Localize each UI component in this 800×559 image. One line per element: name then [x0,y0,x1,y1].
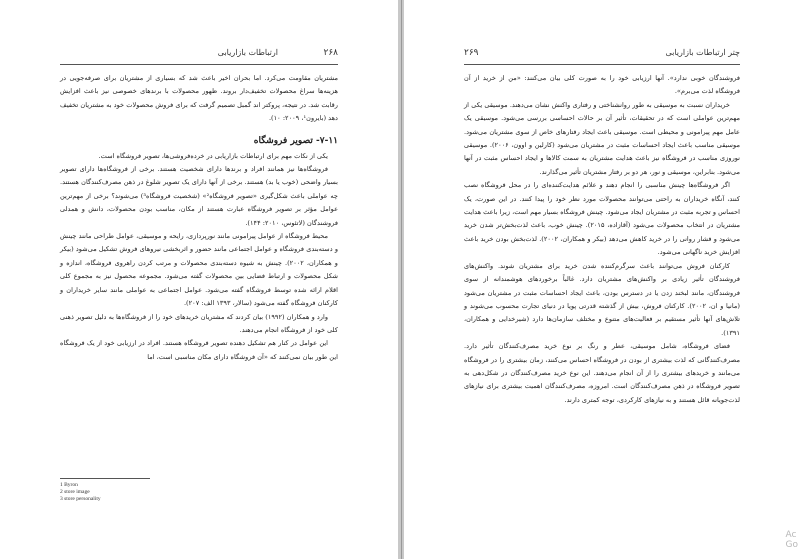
footnote: 2 store image [60,489,90,495]
right-header-rule [464,64,740,65]
paragraph: فروشندگان خوبی ندارد». آنها ارزیابی خود را به صورت کلی بیان می‌کنند: «من از خرید از آن فروشگاه لذت می‌برم». [464,74,740,96]
left-page-number: ۲۶۸ [323,48,338,58]
left-page-running-title: ارتباطات بازاریابی [217,48,278,57]
left-page-header [60,48,338,62]
footnote-rule [60,478,150,479]
left-page-body [60,72,338,364]
paragraph: فروشگاه‌ها نیز همانند افراد و برندها دارای شخصیت هستند. برخی از فروشگاه‌ها دارای تصویر بسیار واضحی (خوب یا بد) هستند. برخی از آنها دارای یک تصویر شلوغ در ذهن مصرف‌کنندگان هستند. چه عواملی باعث شکل‌گیری «تصویر فروشگاه²» (شخصیت فروشگاه³) می‌شوند؟ برخی از مهم‌ترین عوامل مؤثر بر تصویر فروشگاه عبارت هستند از مکان، مناسب بودن محصولات، دانش و همدلی فروشندگان (لاتئوس، ۲۰۱۰: ۱۴۴). [60,165,338,227]
right-page-number: ۲۶۹ [464,48,479,58]
left-header-rule [60,64,338,65]
right-page-body [464,72,740,407]
watermark-line: Ac [785,530,797,540]
paragraph: کارکنان فروش می‌توانند باعث سرگرم‌کننده شدن خرید برای مشتریان شوند. واکنش‌های فروشندگان تأثیر زیادی بر واکنش‌های مشتریان دارد. غالباً برخوردهای هوشمندانه از سوی فروشندگان، مانند لبخند زدن یا در دسترس بودن، باعث ایجاد احساسات مثبت در مشتریان می‌شود (مانیا و ان، ۲۰۰۲). کارکنان فروش، بیش از گذشته قدرتی پویا در دنیای تجارت محسوب می‌شوند و تلاش‌های آنها تأثیر مستقیم بر فعالیت‌های متنوع و مختلف سازمان‌ها دارد (شیرخدایی و همکاران، ۱۳۹۱). [464,261,740,337]
paragraph: مشتریان مقاومت می‌کرد. اما بحران اخیر باعث شد که بسیاری از مشتریان برای صرفه‌جویی در هزینه‌ها سراغ محصولات تخفیف‌دار بروند. ظهور محصولات با برندهای خصوصی نیز باعث افزایش رقابت شد. در نتیجه، پروکتر اند گمبل تصمیم گرفت که برای فروش محصولات خود به مشتریان تخفیف دهد (بایرون¹، ۲۰۰۹: ۱۰). [60,74,338,123]
right-page-header [464,48,740,62]
section-heading: ۷-۱۱- تصویر فروشگاه [253,135,338,146]
paragraph: خریداران نسبت به موسیقی به طور روانشناختی و رفتاری واکنش نشان می‌دهند. موسیقی یکی از مهم‌ترین عواملی است که در تحقیقات، تأثیر آن بر حالات احساسی بررسی می‌شود. موسیقی یک عامل مهم پیرامونی و محیطی است. موسیقی باعث ایجاد رفتارهای خاص از سوی مشتریان می‌شود. موسیقی مناسب باعث ایجاد احساسات مثبت در مشتریان می‌شود (کارلین و اوون، ۲۰۰۶). موسیقی نوروزی مناسب در فروشگاه نیز باعث هدایت مشتریان به سمت کالاها و ایجاد احساس مثبت در آنها می‌شود. بنابراین، موسیقی و نور، هر دو بر رفتار مشتریان تأثیر می‌گذارند. [464,100,740,176]
watermark-line: Go [785,540,798,550]
footnote: 3 store personality [60,496,101,502]
right-page-running-title: چتر ارتباطات بازاریابی [665,48,740,57]
left-page [0,0,398,559]
book-spine-line [401,0,402,559]
footnote: 1 Byron [60,482,78,488]
paragraph: اگر فروشگاه‌ها چینش مناسبی را انجام دهند و علائم هدایت‌کننده‌ای را در محل فروشگاه نصب کنند، آنگاه خریداران به راحتی می‌توانند محصولات مورد نظر خود را پیدا کنند. در این صورت، یک احساس و تجربه مثبت در مشتریان ایجاد می‌شود. چینش فروشگاه بسیار مهم است، زیرا باعث هدایت مشتریان در انتخاب محصولات می‌شود (آقازاده، ۲۰۱۵). چینش خوب، باعث لذت‌بخش‌تر شدن خرید می‌شود و فشار روانی را در خرید کاهش می‌دهد (بیکر و همکاران، ۲۰۰۲). لذت‌بخش بودن خرید باعث افزایش خرید ناگهانی می‌شود. [464,181,740,257]
paragraph: محیط فروشگاه از عوامل پیرامونی مانند نورپردازی، رایحه و موسیقی، عوامل طراحی مانند چینش و دسته‌بندی فروشگاه و عوامل اجتماعی مانند حضور و اثربخشی نیروهای فروش تشکیل می‌شود (بیکر و همکاران، ۲۰۰۲). چینش به شیوه دسته‌بندی محصولات و مرتب کردن راهروی فروشگاه، اندازه و شکل محصولات و ارتباط فضایی بین محصولات گفته می‌شود. مجموعه محصول نیز به مجموع کلی اقلام ارائه شده توسط فروشگاه گفته می‌شود. عوامل اجتماعی به عواملی مانند سایر خریداران و کارکنان فروشگاه گفته می‌شود (سالار، ۱۳۹۳ الف: ۲۰۷). [60,232,338,308]
paragraph: وارد و همکاران (۱۹۹۲) بیان کردند که مشتریان خریدهای خود را از فروشگاه‌ها به دلیل تصویر ذهنی کلی خود از فروشگاه انجام می‌دهند. [60,312,338,334]
activation-watermark [786,530,798,550]
paragraph: یکی از نکات مهم برای ارتباطات بازاریابی در خرده‌فروشی‌ها، تصویر فروشگاه است. [98,151,328,160]
footnotes [60,482,101,503]
right-page [404,0,800,559]
paragraph: فضای فروشگاه، شامل موسیقی، عطر و رنگ بر نوع خرید مصرف‌کنندگان تأثیر دارد. مصرف‌کنندگانی که لذت بیشتری از بودن در فروشگاه احساس می‌کنند، زمان بیشتری را در فروشگاه می‌مانند و خریدهای بیشتری را از آن انجام می‌دهند. این نوع خرید مصرف‌کنندگان در شکل‌دهی به تصویر فروشگاه در ذهن مصرف‌کنندگان است. امروزه، مصرف‌کنندگان اهمیت بیشتری برای نیازهای لذت‌جویانه قائل هستند و به نیازهای کارکردی، توجه کمتری دارند. [464,342,740,404]
paragraph: این عوامل در کنار هم تشکیل دهنده تصویر فروشگاه هستند. افراد در ارزیابی خود از یک فروشگاه این طور بیان نمی‌کنند که «آن فروشگاه دارای مکان مناسبی است، اما [60,339,338,361]
